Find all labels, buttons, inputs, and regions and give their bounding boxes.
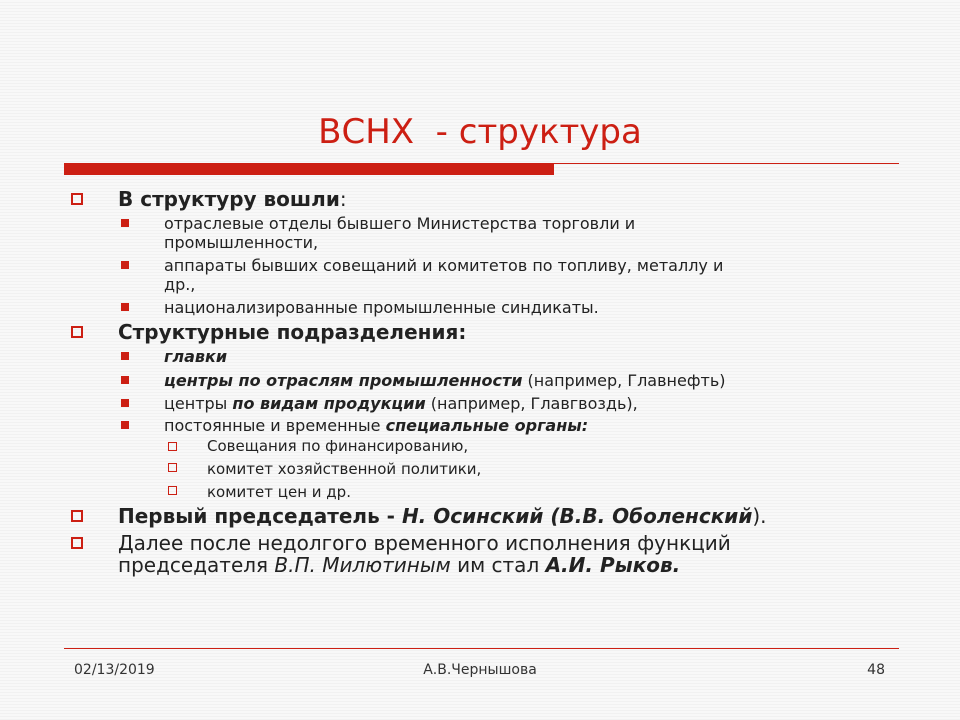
section-1-heading-text: В структуру вошли [118,187,340,211]
filled-square-bullet-icon [121,303,129,311]
section-1-bullet-1-line-2: промышленности, [164,233,319,252]
section-2-sub-bullet-3: комитет цен и др. [207,483,351,501]
section-4-line-2-italic: В.П. Милютиным [274,553,451,577]
hollow-square-bullet-icon [71,326,83,338]
section-3-name: Н. Осинский (В.В. Оболенский [401,504,753,528]
section-2-sub-bullet-2: комитет хозяйственной политики, [207,460,482,478]
filled-square-bullet-icon [121,261,129,269]
section-2-bullet-4 [164,416,588,435]
section-1-bullet-2-line-2: др., [164,275,196,294]
section-4-line-2-bold: А.И. Рыков. [545,553,681,577]
section-2-bullet-3-rest: (например, Главгвоздь), [425,394,638,413]
section-4-line-1: Далее после недолгого временного исполнения функций [118,531,731,555]
footer-page-number: 48 [867,662,885,678]
section-1-heading [118,188,347,210]
section-2-heading: Структурные подразделения: [118,320,467,344]
section-2-bullet-2 [164,371,726,390]
filled-square-bullet-icon [121,421,129,429]
hollow-square-sub-bullet-icon [168,442,177,451]
footer-author: А.В.Чернышова [423,662,537,678]
section-4-line-2-mid: им стал [450,553,546,577]
footer-date: 02/13/2019 [74,662,155,678]
slide-title: ВСНХ - структура [318,112,642,152]
section-2-bullet-1: главки [164,347,228,366]
section-2-bullet-2-bold: центры по отраслям промышленности [164,371,523,390]
filled-square-bullet-icon [121,352,129,360]
filled-square-bullet-icon [121,376,129,384]
hollow-square-bullet-icon [71,193,83,205]
section-3-label: Первый председатель - [118,504,402,528]
section-2-bullet-3-bold: по видам продукции [232,394,426,413]
hollow-square-bullet-icon [71,537,83,549]
section-3-end: ). [752,504,767,528]
filled-square-bullet-icon [121,219,129,227]
hollow-square-sub-bullet-icon [168,486,177,495]
section-1-bullet-3: национализированные промышленные синдикаты. [164,298,599,317]
section-2-bullet-4-bold: специальные органы: [385,416,589,435]
section-2-bullet-2-rest: (например, Главнефть) [522,371,726,390]
section-1-heading-colon: : [339,187,347,211]
section-4-line-2 [118,554,680,576]
section-2-bullet-3-pre: центры [164,394,233,413]
section-2-bullet-3 [164,394,638,413]
footer-rule [64,648,899,649]
hollow-square-sub-bullet-icon [168,463,177,472]
filled-square-bullet-icon [121,399,129,407]
hollow-square-bullet-icon [71,510,83,522]
section-4-line-2-pre: председателя [118,553,275,577]
section-2-bullet-4-pre: постоянные и временные [164,416,386,435]
section-1-bullet-2-line-1: аппараты бывших совещаний и комитетов по топливу, металлу и [164,256,724,275]
section-3-first-chairman [118,505,767,527]
section-1-bullet-1-line-1: отраслевые отделы бывшего Министерства торговли и [164,214,636,233]
section-2-sub-bullet-1: Совещания по финансированию, [207,437,469,455]
